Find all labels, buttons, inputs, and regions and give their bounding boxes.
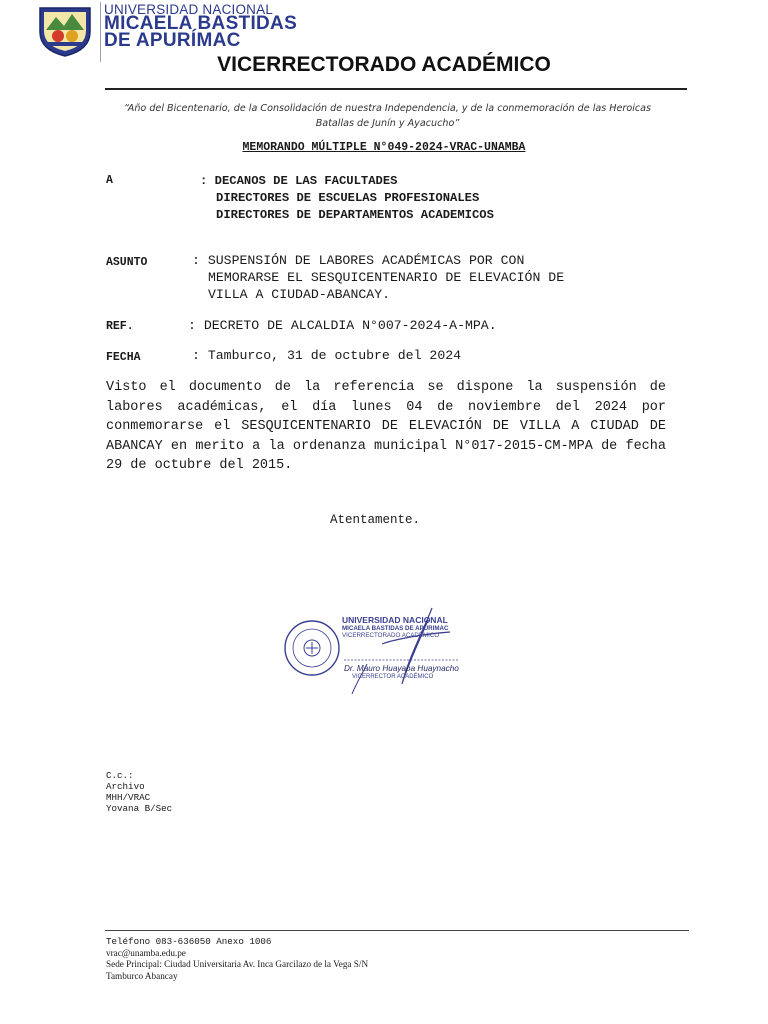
ref-label: REF. (106, 320, 134, 333)
to-line-1: : DECANOS DE LAS FACULTADES (200, 174, 398, 188)
university-logo (36, 4, 94, 58)
stamp-line2: MICAELA BASTIDAS DE APURIMAC (342, 625, 449, 632)
date-value: : Tamburco, 31 de octubre del 2024 (192, 348, 462, 363)
cc-line: Archivo (106, 781, 145, 792)
to-line-2: DIRECTORES DE ESCUELAS PROFESIONALES (216, 191, 480, 205)
official-stamp (282, 604, 472, 694)
footer (106, 936, 368, 982)
stamp-line1: UNIVERSIDAD NACIONAL (342, 615, 448, 625)
subject-line-3: VILLA A CIUDAD-ABANCAY. (208, 287, 391, 302)
memo-body: Visto el documento de la referencia se dispone la suspensión de labores académicas, el día lunes 04 de noviembre del 2024 por conmemorarse el SESQUICENTENARIO DE ELEVACIÓN DE VILLA A CIUDAD DE ABANCAY en merito a la ordenanza municipal N°017-2015-CM-MPA de fecha 29 de octubre del 2015. (106, 380, 666, 473)
subject-line-2: MEMORARSE EL SESQUICENTENARIO DE ELEVACIÓN DE (208, 270, 565, 285)
subject-label: ASUNTO (106, 256, 148, 269)
memo-title-text: MEMORANDO MÚLTIPLE N°049-2024-VRAC-UNAMBA (242, 141, 526, 154)
closing: Atentamente. (330, 513, 421, 527)
cc-line: MHH/VRAC (106, 792, 151, 803)
footer-phone: Teléfono 083-636050 Anexo 1006 (106, 936, 272, 947)
footer-rule (105, 930, 689, 931)
to-line-3: DIRECTORES DE DEPARTAMENTOS ACADEMICOS (216, 208, 494, 222)
subject-line-1: : SUSPENSIÓN DE LABORES ACADÉMICAS POR CON (192, 253, 525, 268)
ref-value: : DECRETO DE ALCALDIA N°007-2024-A-MPA. (188, 318, 497, 333)
year-motto: “Año del Bicentenario, de la Consolidación de nuestra Independencia, y de la conmemoración de las Heroicas Batallas de Junín y Ayacucho” (123, 103, 652, 129)
office-title: VICERRECTORADO ACADÉMICO (217, 53, 551, 76)
cc-line: Yovana B/Sec (106, 803, 173, 814)
to-label: A (106, 174, 113, 187)
footer-city: Tamburco Abancay (106, 970, 178, 981)
footer-address: Sede Principal: Ciudad Universitaria Av. Inca Garcilazo de la Vega S/N (106, 959, 369, 969)
stamp-signer: Dr. Mauro Huayapa Huaynacho (344, 664, 459, 673)
date-label: FECHA (106, 351, 141, 364)
stamp-line3: VICERRECTORADO ACADÉMICO (342, 632, 440, 639)
title-rule (105, 88, 687, 90)
university-name-line2: MICAELA BASTIDAS (104, 13, 298, 34)
cc-line: C.c.: (106, 770, 134, 781)
footer-email: vrac@unamba.edu.pe (106, 947, 186, 958)
university-name-line1: UNIVERSIDAD NACIONAL (104, 2, 274, 17)
cc-block (106, 770, 172, 814)
memo-title (0, 141, 768, 154)
stamp-signer-role: VICERRECTOR ACADÉMICO (352, 674, 434, 680)
university-name-line3: DE APURÍMAC (104, 30, 241, 51)
